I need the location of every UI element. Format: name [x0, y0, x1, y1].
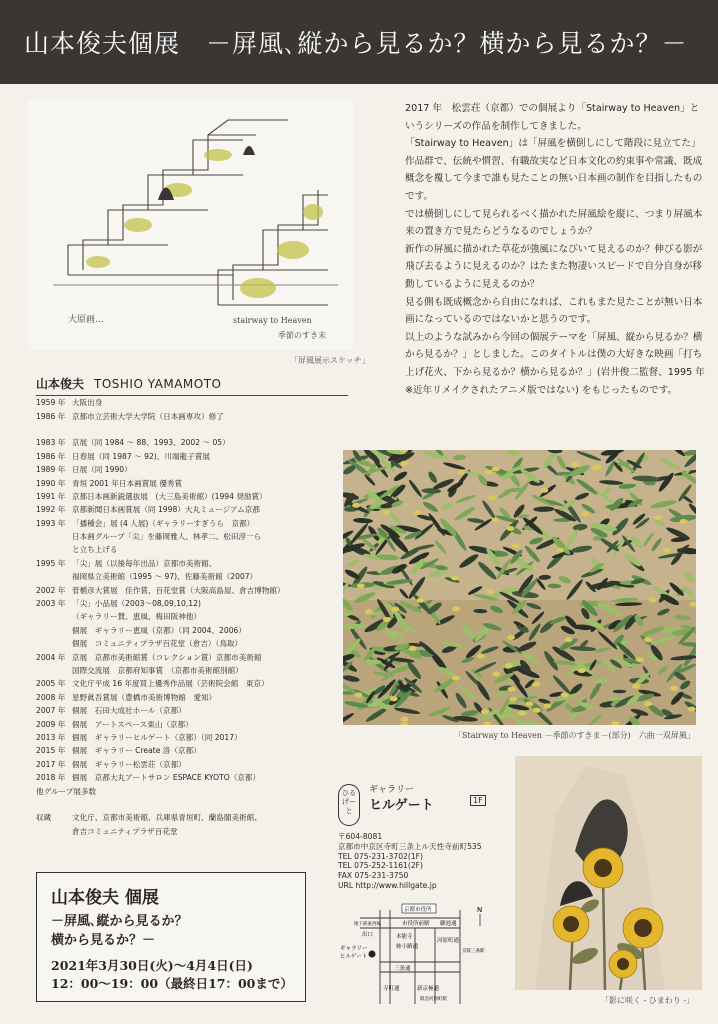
- flower-mark: [451, 576, 459, 581]
- flower-mark: [492, 672, 500, 677]
- artist-biography: [36, 396, 348, 838]
- history-text: 青垣 2001 年日本画賞展 優秀賞: [72, 478, 183, 488]
- history-text: 個展 ギャラリーヒルゲート（京都）（同 2017）: [72, 732, 242, 742]
- history-text: 「播種会」展 (4 人展)（ギャラリーすぎうら 京都）: [72, 518, 255, 528]
- history-text: 京展 京都市美術館賞（コレクション賞）京都市美術館: [72, 652, 262, 662]
- map-label: 京阪三条駅: [462, 949, 485, 954]
- artist-heading: [36, 375, 348, 396]
- history-row: [36, 503, 348, 516]
- flower-mark: [492, 467, 500, 472]
- history-year: 1986 年: [36, 451, 66, 461]
- history-row: [36, 704, 348, 717]
- history-row: [36, 784, 348, 797]
- address-line: TEL 075-252-1161(2F): [338, 861, 423, 871]
- history-year: 収蔵: [36, 813, 52, 823]
- flower-mark: [352, 503, 360, 508]
- history-row: [36, 570, 348, 583]
- history-text: 日展（同 1990）: [72, 465, 132, 475]
- history-year: 2005 年: [36, 679, 66, 689]
- history-text: 「尖」小品展（2003～08,09,10,12): [72, 599, 201, 609]
- history-row: [36, 731, 348, 744]
- flower-mark: [654, 515, 662, 520]
- history-text: 個展 ギャラリー恵風（京都）（同 2004、2006）: [72, 625, 246, 635]
- history-text: と立ち上げる: [72, 545, 118, 555]
- map-label: 出口: [362, 932, 374, 938]
- map-label: 御池通: [440, 921, 457, 927]
- flower-mark: [571, 462, 579, 467]
- history-text: 個展 アートスペース東山（京都）: [72, 719, 193, 729]
- history-row: [36, 490, 348, 503]
- intro-paragraph: 以上のような試みから今回の個展テーマを「屏風、縦から見るか？横から見るか？」としました。このタイトルは僕の大好きな映画「打ち上げ花火、下から見るか？横から見るか？」(岩井俊二監督、1995 年 ※近年リメイクされたアニメ版ではない) をもじったものです。: [405, 331, 715, 396]
- history-row: [36, 771, 348, 784]
- history-text: 個展 ギャラリー Create 洛（京都）: [72, 746, 201, 756]
- history-row: [36, 637, 348, 650]
- flower-mark: [488, 495, 496, 500]
- map-label: 市役所前駅: [402, 921, 430, 927]
- flower-mark: [540, 488, 548, 493]
- flower-mark: [409, 646, 417, 651]
- history-year: 2015 年: [36, 746, 66, 756]
- history-text: 日春展（同 1987 ～ 92)、川端龍子賞展: [72, 451, 210, 461]
- flower-mark: [390, 696, 398, 701]
- history-row: [36, 677, 348, 690]
- flower-mark: [383, 617, 391, 622]
- flower-mark: [487, 589, 495, 594]
- history-year: 1992 年: [36, 505, 66, 515]
- history-text: 福岡県立美術館（1995 ～ 97)、佐藤美術館（2007）: [72, 572, 258, 582]
- history-year: 1959 年: [36, 398, 66, 408]
- history-year: 1995 年: [36, 558, 66, 568]
- flower-mark: [532, 682, 540, 687]
- access-map-drawing: [340, 900, 488, 1004]
- flower-mark: [533, 708, 541, 713]
- leaf-mark: [593, 678, 609, 683]
- history-text: 個展 ギャラリー松雲荘（京都）: [72, 759, 186, 769]
- map-label: 新京極通: [417, 986, 440, 992]
- history-row: [36, 610, 348, 623]
- map-label: 三条通: [394, 966, 411, 972]
- history-row: [36, 624, 348, 637]
- exhibition-subtitle-1: －屏風､縦から見るか？: [51, 914, 188, 929]
- flower-mark: [644, 701, 652, 706]
- history-row: [36, 798, 348, 811]
- intro-paragraph: 「Stairway to Heaven」は「屏風を横倒しにして階段に見立てた」作品群で、伝統や慣習、有職故実など日本文化の約束事や常識、既成概念を覆して今まで誰も見たことの無い日本画の制作を目指したものです。: [405, 138, 703, 202]
- painting-caption-2: 「影に咲く - ひまわり -」: [601, 996, 695, 1005]
- flower-mark: [526, 702, 534, 707]
- map-label: 姉小路通: [396, 944, 419, 950]
- exhibition-info-box: [36, 872, 306, 1002]
- history-text: 京都市立芸術大学大学院（日本画専攻）修了: [72, 411, 224, 421]
- flower-mark: [357, 583, 365, 588]
- painting-sunflower: [515, 756, 702, 990]
- gallery-logo: [338, 784, 360, 826]
- flower-mark: [477, 654, 485, 659]
- history-text: 文化庁、京都市美術館、兵庫県青垣町、蘭島閣美術館、: [72, 813, 262, 823]
- flower-mark: [505, 663, 513, 668]
- history-year: 他グループ展多数: [36, 786, 97, 796]
- history-row: [36, 423, 348, 436]
- access-map: [340, 900, 488, 1004]
- sketch-caption: 「屏風展示スケッチ」: [290, 356, 370, 365]
- flower-mark: [491, 518, 499, 523]
- history-year: 1991 年: [36, 491, 66, 501]
- history-row: [36, 543, 348, 556]
- intro-text: [405, 100, 715, 399]
- history-row: [36, 517, 348, 530]
- address-line: FAX 075-231-3750: [338, 871, 409, 881]
- exhibition-subtitle-2: 横から見るか？－: [51, 933, 156, 948]
- history-row: [36, 664, 348, 677]
- intro-paragraph: 2017 年 松雲荘（京都）での個展より「Stairway to Heaven」というシリーズの作品を制作してきました。: [405, 103, 700, 132]
- sketch-note-1: stairway to Heaven: [233, 316, 312, 325]
- flower-mark: [354, 693, 362, 698]
- history-row: [36, 758, 348, 771]
- flower-mark: [649, 598, 657, 603]
- map-label: ギャラリー: [340, 946, 368, 952]
- history-text: 「尖」展（以後毎年出品）京都市美術館、: [72, 558, 217, 568]
- address-line: 京都市中京区寺町三条上ル天性寺前町535: [338, 841, 482, 851]
- address-line: URL http://www.hillgate.jp: [338, 880, 437, 890]
- flower-mark: [578, 668, 586, 673]
- flower-mark: [594, 464, 602, 469]
- flower-mark: [365, 609, 373, 614]
- leaf-mark: [364, 660, 381, 665]
- history-row: [36, 597, 348, 610]
- history-text: 個展 コミュニティプラザ百花堂（倉吉）（鳥取）: [72, 639, 243, 649]
- map-label: 阪急河原町駅: [420, 997, 447, 1002]
- flower-mark: [416, 598, 424, 603]
- painting-stairway-art: [343, 450, 696, 725]
- sketch-note-2: 季節のすき末: [278, 331, 326, 340]
- flower-mark: [481, 709, 489, 714]
- flower-mark: [636, 657, 644, 662]
- address-line: 〒604-8081: [338, 832, 383, 841]
- history-year: 2002 年: [36, 585, 66, 595]
- flower-mark: [457, 470, 465, 475]
- history-text: 大阪出身: [72, 398, 103, 408]
- flower-mark: [507, 526, 515, 531]
- history-row: [36, 744, 348, 757]
- painting-caption-1: 「Stairway to Heaven －季節のすきま－(部分) 六曲一双屏風」: [454, 731, 695, 740]
- exhibition-name: 山本俊夫 個展: [51, 888, 159, 908]
- history-year: 1986 年: [36, 411, 66, 421]
- history-year: 1989 年: [36, 465, 66, 475]
- flower-mark: [512, 543, 520, 548]
- history-year: 1990 年: [36, 478, 66, 488]
- flower-mark: [508, 687, 516, 692]
- svg-text:大原画...: 大原画...: [68, 315, 104, 325]
- flower-mark: [688, 707, 696, 712]
- history-row: [36, 557, 348, 570]
- flower-mark: [670, 686, 678, 691]
- history-year: 2018 年: [36, 773, 66, 783]
- history-year: 1983 年: [36, 438, 66, 448]
- flower-mark: [543, 703, 551, 708]
- history-row: [36, 691, 348, 704]
- flower-mark: [663, 548, 671, 553]
- history-row: [36, 450, 348, 463]
- history-row: [36, 476, 348, 489]
- map-label: 河原町通: [437, 938, 460, 944]
- history-row: [36, 396, 348, 409]
- flower-mark: [485, 470, 493, 475]
- history-row: [36, 530, 348, 543]
- map-label: 本能寺: [396, 934, 413, 940]
- address-line: TEL 075-231-3702(1F): [338, 851, 423, 861]
- gallery-label-small: ギャラリー: [369, 785, 415, 795]
- map-label: 寺町通: [383, 986, 400, 992]
- painting-stairway: [343, 450, 696, 725]
- intro-paragraph: 見る側も既成概念から自由になれば、これもまた見たことが無い日本画になっているのではないかと思うのです。: [405, 296, 703, 326]
- exhibition-hours: 12：00～19：00（最終日17：00まで）: [51, 976, 293, 991]
- history-row: [36, 409, 348, 422]
- exhibition-dates: 2021年3月30日(火)～4月4日(日): [51, 958, 253, 973]
- history-text: 菅楯彦大賞展 佳作賞、百花堂賞（大阪高島屋、倉吉博物館）: [72, 585, 285, 595]
- history-text: 京都新聞日本画賞展（同 1998）大丸ミュージアム京都: [72, 505, 260, 515]
- intro-paragraph: 新作の屏風に描かれた草花が強風になびいて見えるのか？伸びる影が飛び去るように見えるのか？はたまた物凄いスピードで自分自身が移動しているように見えるのか？: [405, 243, 703, 290]
- history-row: [36, 825, 348, 838]
- gallery-logo-text: ひるげーと: [342, 789, 356, 815]
- history-text: 星野眞吾賞展（豊橋市美術博物館 愛知）: [72, 692, 217, 702]
- map-label: 地下鉄東西線: [354, 922, 381, 927]
- map-label: 京都市役所: [404, 907, 432, 913]
- history-row: [36, 811, 348, 824]
- sketch-image: [28, 100, 353, 350]
- history-text: （ギャラリー賛、恵風、梅田阪神他）: [72, 612, 202, 622]
- history-year: 2004 年: [36, 652, 66, 662]
- sketch-drawing: [28, 100, 353, 350]
- gallery-location-marker: [369, 951, 376, 958]
- history-row: [36, 717, 348, 730]
- gallery-address: [338, 832, 518, 891]
- history-text: 国際交流展 京都府知事賞 （京都市美術館別館）: [72, 666, 243, 675]
- flower-mark: [452, 676, 460, 681]
- history-text: 個展 石田大成社ホール（京都）: [72, 706, 186, 716]
- history-year: 2008 年: [36, 692, 66, 702]
- flower-mark: [680, 519, 688, 524]
- gallery-name: ヒルゲート: [369, 798, 434, 813]
- flower-mark: [401, 717, 409, 722]
- history-year: 2017 年: [36, 759, 66, 769]
- history-text: 日本画グループ「尖」を藤岡雅人、林孝二、松田淳一ら: [72, 532, 262, 542]
- flower-mark: [564, 637, 572, 642]
- flower-mark: [644, 637, 652, 642]
- flower-mark: [391, 607, 399, 612]
- map-label: ヒルゲート: [340, 954, 368, 960]
- artist-name-jp: 山本俊夫: [36, 377, 85, 391]
- painting-sunflower-art: [515, 756, 702, 990]
- flower-mark: [518, 711, 526, 716]
- history-text: 文化庁平成 16 年度買上優秀作品展（芸術院会館 東京）: [72, 679, 269, 689]
- history-year: 2007 年: [36, 706, 66, 716]
- history-row: [36, 436, 348, 449]
- history-year: 2013 年: [36, 732, 66, 742]
- leaf-mark: [613, 690, 626, 693]
- history-text: 個展 京都大丸アートサロン ESPACE KYOTO（京都）: [72, 773, 261, 783]
- history-row: [36, 583, 348, 596]
- flower-mark: [509, 697, 517, 702]
- intro-paragraph: では横倒しにして見られるべく描かれた屏風絵を縦に、つまり屏風本来の置き方で見たらどうなるのでしょうか？: [405, 208, 703, 238]
- flower-mark: [400, 461, 408, 466]
- page-title: 山本俊夫個展 －屏風､縦から見るか？横から見るか？－: [24, 29, 688, 58]
- history-row: [36, 650, 348, 663]
- flower-mark: [414, 510, 422, 515]
- map-north-label: N: [477, 906, 483, 914]
- history-row: [36, 463, 348, 476]
- flower-mark: [632, 684, 640, 689]
- history-text: 京都日本画新鋭選抜展 (大三島美術館）(1994 奨励賞）: [72, 491, 267, 501]
- flower-mark: [561, 692, 569, 697]
- gallery-floor-badge: 1F: [470, 795, 486, 806]
- history-year: 2003 年: [36, 599, 66, 609]
- history-year: 2009 年: [36, 719, 66, 729]
- artist-name-en: TOSHIO YAMAMOTO: [94, 377, 222, 391]
- flower-mark: [581, 512, 589, 517]
- flower-mark: [556, 548, 564, 553]
- flower-mark: [507, 635, 515, 640]
- history-text: 倉吉コミュニティプラザ百花堂: [72, 826, 178, 836]
- flower-mark: [382, 510, 390, 515]
- title-banner: [0, 0, 718, 84]
- history-text: 京展（同 1984 ～ 88、1993、2002 ～ 05）: [72, 438, 230, 448]
- flower-mark: [452, 606, 460, 611]
- history-year: 1993 年: [36, 518, 66, 528]
